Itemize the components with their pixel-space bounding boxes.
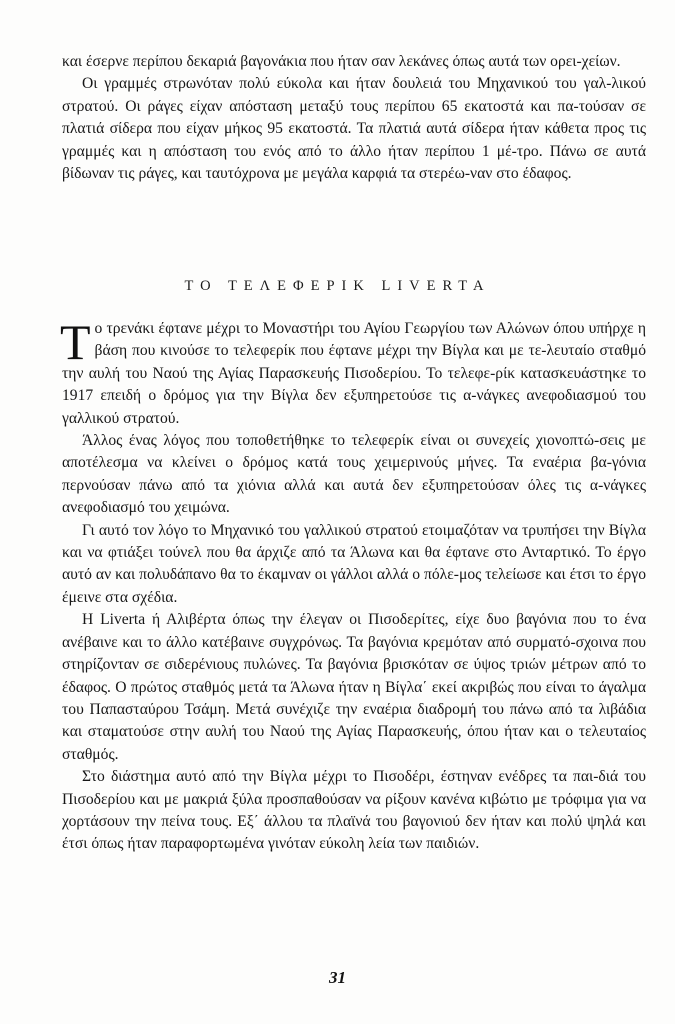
paragraph-continuation: και έσερνε περίπου δεκαριά βαγονάκια που ήταν σαν λεκάνες όπως αυτά των ορει-χείων. (62, 53, 621, 70)
paragraph-rails: Οι γραμμές στρωνόταν πολύ εύκολα και ήταν δουλειά του Μηχανικού του γαλ-λικού στρατού. Οι ράγες είχαν απόσταση μεταξύ τους περίπου 65 εκατοστά και πα-τούσαν σε πλατιά σίδερα που είχαν μήκος 95 εκατοστά. Τα πλατιά αυτά σίδερα ήταν κάθετα προς τις γραμμές και η απόσταση του ενός από το άλλο ήταν περίπου 1 μέ-τρο. Πάνω σε αυτά βίδωναν τις ράγες, και ταυτόχρονα με μεγάλα καρφιά τα στερέω-ναν στο έδαφος. (62, 75, 646, 183)
paragraph-tunnel: Γι αυτό τον λόγο το Μηχανικό του γαλλικού στρατού ετοιμαζόταν να τρυπήσει την Βίγλα και να φτιάξει τούνελ που θα άρχιζε από τα Άλωνα και θα έφτανε στο Ανταρτικό. Το έργο αυτό αν και πολυδάπανο θα το έκαμναν οι γάλλοι αλλά ο πόλε-μος τελείωσε και έτσι το έργο έμεινε στα σχέδια. (62, 521, 646, 606)
drop-cap: Τ (60, 314, 91, 370)
paragraph-liverta: Η Liverta ή Αλιβέρτα όπως την έλεγαν οι Πισοδερίτες, είχε δυο βαγόνια που το ένα ανέβαινε και το άλλο κατέβαινε συγχρόνως. Τα βαγόνια κρεμόταν από συρματό-σχοινα που στηρίζονταν σε σιδερένιους πυλώνες. Τα βαγόνια βρισκόταν σε ύψος τριών μέτρων από το έδαφος. Ο πρώτος σταθμός μετά τα Άλωνα ήταν η Βίγλα΄ εκεί ακριβώς που είναι το άγαλμα του Παπασταύρου Τσάμη. Μετά συνέχιζε την εναέρια διαδρομή του πάνω από τα λιβάδια και σταματούσε στην αυλή του Ναού της Αγίας Παρασκευής, όπου ήταν και ο τελευταίος σταθμός. (62, 611, 646, 763)
section-heading: ΤΟ ΤΕΛΕΦΕΡΙΚ LIVERTA (184, 278, 491, 294)
paragraph-first-section-text: ο τρενάκι έφτανε μέχρι το Μοναστήρι του Αγίου Γεωργίου των Αλώνων όπου υπήρχε η βάση που κινούσε το τελεφερίκ που έφτανε μέχρι την Βίγλα και με τε-λευταίο σταθμό την αυλή του Ναού της Αγίας Παρασκευής Πισοδερίου. Το τελεφε-ρίκ κατασκευάστηκε το 1917 επειδή ο δρόμος για την Βίγλα δεν εξυπηρετούσε τις α-νάγκες ανεφοδιασμού του γαλλικού στρατού. (62, 320, 646, 427)
paragraph-first-section (60, 314, 646, 430)
section-text-block (60, 314, 646, 856)
paragraph-snowfall: Άλλος ένας λόγος που τοποθετήθηκε το τελεφερίκ είναι οι συνεχείς χιονοπτώ-σεις με αποτέλεσμα να κλείνει ο δρόμος κατά τους χειμερινούς μήνες. Τα εναέρια βα-γόνια περνούσαν πάνω από τα χιόνια αλλά και αυτά δεν εξυπηρετούσαν όλες τις α-νάγκες ανεφοδιασμό του χειμώνα. (62, 432, 646, 517)
page-number: 31 (329, 968, 346, 987)
top-text-block (62, 51, 646, 185)
paragraph-children: Στο διάστημα αυτό από την Βίγλα μέχρι το Πισοδέρι, έστηναν ενέδρες τα παι-διά του Πισοδερίου και με μακριά ξύλα προσπαθούσαν να ρίξουν κανένα κιβώτιο με τρόφιμα για να χορτάσουν την πείνα τους. Εξ΄ άλλου τα πλαϊνά του βαγονιού δεν ήταν και πολύ ψηλά και έτσι όπως ήταν παραφορτωμένα γινόταν εύκολη λεία των παιδιών. (62, 768, 646, 853)
